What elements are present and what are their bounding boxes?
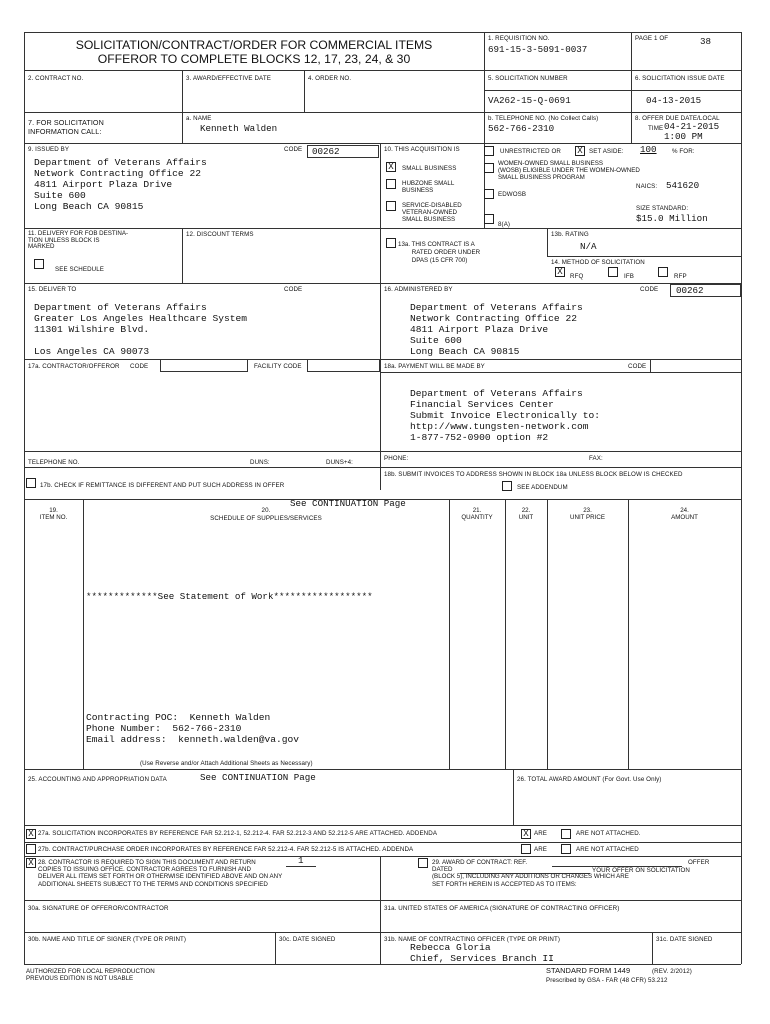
unit-header: 22. UNIT [518,507,534,522]
footer-form-number: STANDARD FORM 1449 [546,966,631,975]
29-checkbox[interactable] [418,858,428,868]
accounting-data-value: See CONTINUATION Page [200,772,316,783]
offeror-date-signed-label: 30c. DATE SIGNED [279,936,336,943]
28-text: 28. CONTRACTOR IS REQUIRED TO SIGN THIS DOCUMENT AND RETURN COPIES TO ISSUING OFFICE. CONTRACTOR AGREES TO FURNISH AND DELIVER ALL ITEMS SET FORTH OR OTHERWISE IDENTIFIED ABOVE AND ON ANY ADDITIONAL SHEETS SUBJECT TO THE TERMS AND CONDITIONS SPECIFIED [38,859,283,888]
form-title-line-2: OFFEROR TO COMPLETE BLOCKS 12, 17, 23, 24, & 30 [97,52,411,66]
29-text: 29. AWARD OF CONTRACT: REF. DATED (BLOCK 5), INCLUDING ANY ADDITIONS OR CHANGES WHICH ARE SET FORTH HEREIN IS ACCEPTED AS TO ITEMS: [432,859,629,888]
issued-by-code-label: CODE [284,146,303,153]
administered-by-address: Department of Veterans Affairs Network Contracting Office 22 4811 Airport Plaza Drive Suite 600 Long Beach CA 90815 [410,302,583,357]
set-aside-label: SET ASIDE: [589,148,624,155]
payment-address: Department of Veterans Affairs Financial Services Center Submit Invoice Electronically to: http://www.tungsten-network.com 1-877-752-0900 option #2 [410,388,600,443]
28-copies-value[interactable]: 1 [298,855,304,866]
order-no-label: 4. ORDER NO. [308,75,352,82]
rfq-checkbox[interactable]: X [555,267,565,277]
set-aside-checkbox[interactable]: X [575,146,585,156]
sdvosb-checkbox[interactable] [386,201,396,211]
statement-of-work-line: *************See Statement of Work****************** [86,591,373,602]
solicitation-info-label-1: 7. FOR SOLICITATION [28,118,104,127]
edwosb-checkbox[interactable] [484,189,494,199]
total-award-label: 26. TOTAL AWARD AMOUNT (For Govt. Use Only) [517,776,662,783]
27a-are-label: ARE [534,830,548,837]
administered-by-label: 16. ADMINISTERED BY [384,286,453,293]
page-total: 38 [700,36,712,47]
contractor-label: 17a. CONTRACTOR/OFFEROR [28,363,120,370]
schedule-number: 20. [261,507,271,514]
ifb-label: IFB [624,273,634,280]
contact-name-value[interactable]: Kenneth Walden [200,123,278,134]
wosb-checkbox[interactable] [484,163,494,173]
small-business-label: SMALL BUSINESS [402,165,457,172]
27a-are-checkbox[interactable]: X [521,829,531,839]
small-business-checkbox[interactable]: X [386,162,396,172]
unrestricted-label: UNRESTRICTED OR [500,148,561,155]
28-checkbox[interactable]: X [26,858,36,868]
see-addendum-checkbox[interactable] [502,481,512,491]
item-no-header: 19. ITEM NO. [39,507,68,522]
administered-by-code-value: 00262 [676,285,704,296]
see-schedule-label: SEE SCHEDULE [55,266,104,273]
facility-code-box[interactable] [307,359,380,372]
reverse-sheets-note: (Use Reverse and/or Attach Additional Sheets as Necessary) [140,760,313,767]
contractor-code-label: CODE [130,363,149,370]
naics-label: NAICS: [636,183,658,190]
administered-by-code-label: CODE [640,286,659,293]
8a-checkbox[interactable] [484,214,494,224]
solicitation-info-label-2: INFORMATION CALL: [28,127,102,136]
27a-label: 27a. SOLICITATION INCORPORATES BY REFERENCE FAR 52.212-1, 52.212-4. FAR 52.212-3 AND 52.212-5 ARE ATTACHED. ADDENDA [38,830,438,837]
schedule-header: SCHEDULE OF SUPPLIES/SERVICES [210,515,322,522]
fax-label: FAX: [589,455,603,462]
set-aside-percent[interactable]: 100 [640,144,657,155]
27b-are-checkbox[interactable] [521,844,531,854]
27b-are-not-label: ARE NOT ATTACHED [576,846,639,853]
rated-order-label: 13a. THIS CONTRACT IS A RATED ORDER UNDER DPAS (15 CFR 700) [398,241,481,264]
size-standard-value[interactable]: $15.0 Million [636,213,708,224]
telephone-value[interactable]: 562-766-2310 [488,123,555,134]
footer-revision: (REV. 2/2012) [652,968,692,975]
unit-price-header: 23. UNIT PRICE [570,507,605,522]
schedule-continuation: See CONTINUATION Page [290,498,406,509]
duns4-label: DUNS+4: [326,459,354,466]
contact-name-label: a. NAME [186,115,212,122]
unrestricted-checkbox[interactable] [484,146,494,156]
set-aside-percent-for: % FOR: [672,148,695,155]
offer-due-label: 8. OFFER DUE DATE/LOCAL [635,115,720,122]
27b-are-not-checkbox[interactable] [561,844,571,854]
page-label: PAGE 1 OF [635,35,669,42]
offeror-signature-label: 30a. SIGNATURE OF OFFEROR/CONTRACTOR [28,905,169,912]
award-date-label: 3. AWARD/EFFECTIVE DATE [186,75,271,82]
8a-label: 8(A) [498,221,511,228]
ifb-checkbox[interactable] [608,267,618,277]
rating-value[interactable]: N/A [580,241,597,252]
deliver-to-code-label: CODE [284,286,303,293]
form-title-line-1: SOLICITATION/CONTRACT/ORDER FOR COMMERCIAL ITEMS [75,38,433,52]
hubzone-checkbox[interactable] [386,179,396,189]
size-standard-label: SIZE STANDARD: [636,205,689,212]
acquisition-label: 10. THIS ACQUISITION IS [384,146,460,153]
27a-checkbox[interactable]: X [26,829,36,839]
27a-are-not-checkbox[interactable] [561,829,571,839]
telephone-label: b. TELEPHONE NO. (No Collect Calls) [488,115,599,122]
phone-label: PHONE: [384,455,409,462]
officer-date-signed-label: 31c. DATE SIGNED [656,936,713,943]
see-schedule-checkbox[interactable] [34,259,44,269]
hubzone-label: HUBZONE SMALL BUSINESS [402,180,455,195]
payment-by-label: 18a. PAYMENT WILL BE MADE BY [384,363,485,370]
issued-by-label: 9. ISSUED BY [28,146,70,153]
naics-value[interactable]: 541620 [666,180,700,191]
requisition-no-value[interactable]: 691-15-3-5091-0037 [488,44,588,55]
fob-destination-label: 11. DELIVERY FOR FOB DESTINA- TION UNLESS BLOCK IS MARKED [28,230,129,251]
edwosb-label: EDWOSB [498,191,527,198]
wosb-label: WOMEN-OWNED SMALL BUSINESS (WOSB) ELIGIBLE UNDER THE WOMEN-OWNED SMALL BUSINESS PROGRAM [498,160,640,182]
amount-header: 24. AMOUNT [671,507,698,522]
rated-order-checkbox[interactable] [386,238,396,248]
discount-terms-label: 12. DISCOUNT TERMS [186,231,254,238]
officer-name-value: Rebecca Gloria Chief, Services Branch II [410,942,554,964]
requisition-no-label: 1. REQUISITION NO. [488,35,550,42]
facility-code-label: FACILITY CODE [254,363,302,370]
footer-prescribed: Prescribed by GSA - FAR (48 CFR) 53.212 [546,977,668,984]
rfq-label: RFQ [570,273,584,280]
see-addendum-label: SEE ADDENDUM [517,484,568,491]
offer-due-date-value[interactable]: 04-21-2015 [664,121,720,132]
issue-date-value[interactable]: 04-13-2015 [646,95,702,106]
deliver-to-address: Department of Veterans Affairs Greater Los Angeles Healthcare System 11301 Wilshire Blvd. Los Angeles CA 90073 [34,302,248,357]
27b-label: 27b. CONTRACT/PURCHASE ORDER INCORPORATES BY REFERENCE FAR 52.212-4. FAR 52.212-5 IS ATTACHED. ADDENDA [38,846,414,853]
27b-checkbox[interactable] [26,844,36,854]
payment-code-label: CODE [628,363,647,370]
footer-reproduction-note: AUTHORIZED FOR LOCAL REPRODUCTION PREVIOUS EDITION IS NOT USABLE [26,968,155,983]
27a-are-not-label: ARE NOT ATTACHED. [576,830,641,837]
29-offer-label: OFFER [688,859,710,866]
solicitation-number-value[interactable]: VA262-15-Q-0691 [488,95,571,106]
remittance-label: 17b. CHECK IF REMITTANCE IS DIFFERENT AND PUT SUCH ADDRESS IN OFFER [40,482,285,489]
rfp-checkbox[interactable] [658,267,668,277]
offer-due-time-label: TIME [648,125,664,132]
submit-invoices-label: 18b. SUBMIT INVOICES TO ADDRESS SHOWN IN BLOCK 18a UNLESS BLOCK BELOW IS CHECKED [384,471,683,478]
officer-name-label: 31b. NAME OF CONTRACTING OFFICER (TYPE OR PRINT) [384,936,560,943]
accounting-data-label: 25. ACCOUNTING AND APPROPRIATION DATA [28,776,167,783]
issue-date-label: 6. SOLICITATION ISSUE DATE [635,75,725,82]
solicitation-number-label: 5. SOLICITATION NUMBER [488,75,568,82]
duns-label: DUNS: [250,459,270,466]
contracting-poc-block: Contracting POC: Kenneth Walden Phone Number: 562-766-2310 Email address: kenneth.walden@va.gov [86,712,300,745]
remittance-checkbox[interactable] [26,478,36,488]
issued-by-code-value: 00262 [312,146,340,157]
offer-due-time-value[interactable]: 1:00 PM [664,131,703,142]
29-your-offer-label: YOUR OFFER ON SOLICITATION [592,867,690,874]
method-solicitation-label: 14. METHOD OF SOLICITATION [551,259,645,266]
deliver-to-label: 15. DELIVER TO [28,286,77,293]
signer-name-label: 30b. NAME AND TITLE OF SIGNER (TYPE OR PRINT) [28,936,187,943]
rfp-label: RFP [674,273,687,280]
issued-by-address: Department of Veterans Affairs Network Contracting Office 22 4811 Airport Plaza Drive Suite 600 Long Beach CA 90815 [34,157,207,212]
contractor-code-box[interactable] [160,359,248,372]
27b-are-label: ARE [534,846,548,853]
sdvosb-label: SERVICE-DISABLED VETERAN-OWNED SMALL BUSINESS [402,202,462,224]
quantity-header: 21. QUANTITY [461,507,493,522]
rating-label: 13b. RATING [551,231,589,238]
officer-signature-label: 31a. UNITED STATES OF AMERICA (SIGNATURE OF CONTRACTING OFFICER) [384,905,620,912]
contract-no-label: 2. CONTRACT NO. [28,75,84,82]
telephone-no-label: TELEPHONE NO. [28,459,80,466]
